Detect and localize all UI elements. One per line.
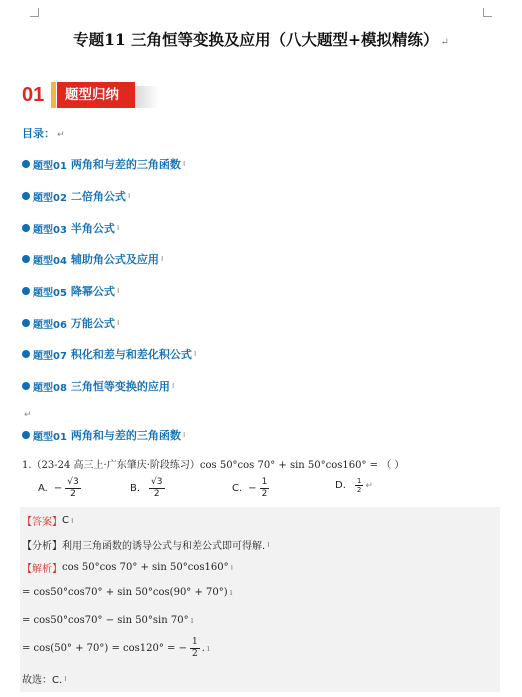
bullet-icon (22, 255, 30, 263)
option-label: C. (232, 483, 243, 494)
option-fraction (260, 477, 270, 500)
analysis-tag: 【分析】 (22, 541, 62, 552)
toc-item-tag: 题型06 (33, 319, 67, 331)
toc-item-text: 积化和差与和差化积公式 (70, 348, 192, 361)
document-title (0, 28, 522, 50)
bullet-icon (22, 431, 30, 439)
solution-tag: 【解析】 (22, 564, 62, 575)
fraction-denominator: 2 (70, 489, 76, 499)
paragraph-mark-icon: ı (116, 318, 120, 328)
section-heading-tag: 题型01 (33, 431, 67, 443)
bullet-icon (22, 224, 30, 232)
paragraph-mark-icon: ı (171, 381, 175, 391)
toc-item-text: 两角和与差的三角函数 (70, 158, 181, 171)
toc-item[interactable] (22, 188, 130, 204)
step-text: = cos50°cos70° − sin 50°sin 70° (22, 615, 189, 626)
toc-item-tag: 题型05 (33, 287, 67, 299)
banner-shadow (135, 86, 159, 108)
option-label: D. (335, 480, 346, 491)
fraction-numerator: 1 (192, 637, 198, 647)
paragraph-mark-icon: ↵ (57, 130, 65, 140)
step-text: = cos(50° + 70°) = cos120° = − (22, 643, 187, 654)
fraction-numerator: √3 (151, 477, 163, 487)
bullet-icon (22, 287, 30, 295)
paragraph-mark-icon: ı (160, 254, 164, 264)
paragraph-mark-icon: ı (116, 223, 120, 233)
toc-item-text: 万能公式 (70, 317, 115, 330)
step-fraction (190, 637, 200, 660)
toc-heading-text: 目录： (22, 127, 55, 140)
section-heading (22, 427, 185, 443)
bullet-icon (22, 350, 30, 358)
solution-line (22, 560, 233, 575)
answer-value: C (62, 515, 69, 526)
solution-expression: cos 50°cos 70° + sin 50°cos160° (62, 562, 229, 573)
solution-step-1 (22, 587, 233, 598)
option-d[interactable] (335, 477, 373, 494)
step-text: = cos50°cos70° + sin 50°cos(90° + 70°) (22, 587, 228, 598)
toc-heading (22, 125, 65, 141)
bullet-icon (22, 160, 30, 168)
paragraph-mark-icon: ı (64, 673, 67, 684)
paragraph-mark-icon: ı (116, 286, 120, 296)
bullet-icon (22, 382, 30, 390)
paragraph-mark-icon: ı (206, 643, 210, 654)
paragraph-mark-icon: ı (182, 159, 186, 169)
solution-step-2 (22, 615, 194, 626)
bullet-icon (22, 319, 30, 327)
answer-tag: 【答案】 (22, 517, 62, 528)
banner-number: 01 (22, 84, 45, 106)
toc-item[interactable] (22, 283, 119, 299)
banner-accent-bar (51, 82, 56, 108)
toc-item[interactable] (22, 251, 163, 267)
paragraph-mark-icon: ı (267, 539, 270, 550)
question-stem: 1.（23-24 高三上·广东肇庆·阶段练习）cos 50°cos 70° + sin 50°cos160° = （ ） (22, 460, 405, 471)
paragraph-mark-icon: ı (193, 349, 197, 359)
option-sign: − (53, 483, 63, 494)
option-label: B. (130, 483, 141, 494)
toc-item-tag: 题型04 (33, 255, 67, 267)
toc-item-text: 降幂公式 (70, 285, 115, 298)
bullet-icon (22, 192, 30, 200)
fraction-denominator: 2 (261, 489, 268, 499)
page-corner-mark-left (30, 8, 39, 17)
option-c[interactable] (232, 477, 269, 500)
fraction-numerator: 1 (356, 477, 362, 485)
toc-item-tag: 题型02 (33, 192, 67, 204)
analysis-text: 利用三角函数的诱导公式与和差公式即可得解. (62, 541, 266, 552)
document-title-text: 专题11 三角恒等变换及应用（八大题型+模拟精练） (73, 30, 439, 49)
option-a[interactable] (38, 477, 81, 500)
toc-item-tag: 题型01 (33, 160, 67, 172)
option-fraction (149, 477, 164, 500)
paragraph-mark-icon: ı (127, 191, 131, 201)
option-fraction (65, 477, 80, 500)
conclusion-line (22, 671, 67, 686)
fraction-denominator: 2 (192, 649, 198, 659)
toc-item[interactable] (22, 378, 174, 394)
fraction-numerator: √3 (67, 477, 79, 487)
toc-item[interactable] (22, 315, 119, 331)
empty-paragraph (22, 402, 32, 421)
paragraph-mark-icon: ↵ (365, 480, 373, 491)
option-label: A. (38, 483, 48, 494)
toc-item-text: 三角恒等变换的应用 (70, 380, 170, 393)
paragraph-mark-icon: ↵ (440, 37, 449, 48)
fraction-numerator: 1 (261, 477, 268, 487)
fraction-denominator: 2 (153, 489, 160, 499)
paragraph-mark-icon: ↵ (24, 410, 32, 420)
toc-item[interactable] (22, 346, 196, 362)
paragraph-mark-icon: ı (229, 587, 233, 598)
page-corner-mark-right (483, 8, 492, 17)
solution-block-background (20, 507, 500, 692)
paragraph-mark-icon: ı (190, 615, 194, 626)
analysis-line (22, 537, 270, 552)
toc-item-text: 半角公式 (70, 222, 115, 235)
paragraph-mark-icon: ı (182, 430, 186, 440)
toc-item-text: 辅助角公式及应用 (70, 253, 159, 266)
toc-item-tag: 题型08 (33, 382, 67, 394)
paragraph-mark-icon: ı (230, 562, 234, 573)
solution-step-3 (22, 637, 210, 660)
toc-item-text: 二倍角公式 (70, 190, 126, 203)
answer-line (22, 513, 74, 528)
toc-item-tag: 题型07 (33, 350, 67, 362)
banner-label: 题型归纳 (65, 87, 119, 103)
fraction-denominator: 2 (356, 486, 362, 494)
paragraph-mark-icon: ı (70, 515, 74, 526)
toc-item-tag: 题型03 (33, 224, 67, 236)
option-b[interactable] (130, 477, 165, 500)
section-heading-text: 两角和与差的三角函数 (70, 429, 181, 442)
step-period: . (201, 643, 205, 654)
option-sign: − (248, 483, 257, 494)
option-fraction (355, 477, 363, 494)
toc-item[interactable] (22, 156, 185, 172)
toc-item[interactable] (22, 220, 119, 236)
conclusion-text: 故选：C. (22, 675, 63, 686)
